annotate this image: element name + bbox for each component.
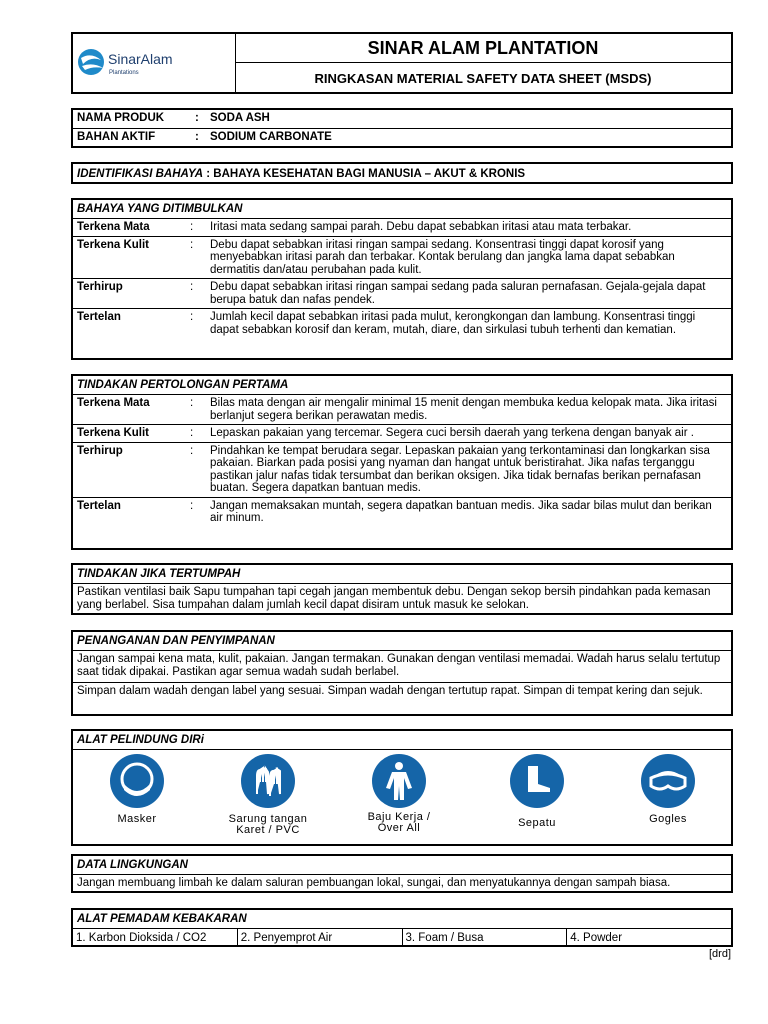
product-name-label: NAMA PRODUK <box>77 112 165 124</box>
hazard-id-box <box>71 162 733 184</box>
hazard-row-inhaled <box>73 279 731 309</box>
handling-title: PENANGANAN DAN PENYIMPANAN <box>73 632 731 651</box>
hazard-id-value: : BAHAYA KESEHATAN BAGI MANUSIA – AKUT & KRONIS <box>203 168 526 180</box>
row-text: Jangan memaksakan muntah, segera dapatkan bantuan medis. Jika sadar bilas mulut dan berikan air minum. <box>210 499 712 524</box>
spill-title: TINDAKAN JIKA TERTUMPAH <box>73 565 731 584</box>
colon: : <box>190 499 194 512</box>
product-name-value: SODA ASH <box>210 112 270 124</box>
row-text: Debu dapat sebabkan iritasi ringan sampai sedang. Konsentrasi tinggi dapat korosif yang menyebabkan iritasi parah dan terbakar. Kontak berulang dan jangka lama dapat sebabkan dermatitis dan/atau perubahan pada kulit. <box>210 238 675 276</box>
hazards-title: BAHAYA YANG DITIMBULKAN <box>73 200 731 219</box>
colon: : <box>190 221 194 233</box>
first-aid-box <box>71 374 733 550</box>
row-text: Jumlah kecil dapat sebabkan iritasi pada mulut, kerongkongan dan lambung. Konsentrasi tinggi dapat sebabkan korosif dan keram, mutah, diare, dan sirkulasi tubuh terhenti dan kematian. <box>210 311 696 336</box>
product-name-row <box>73 110 731 129</box>
colon: : <box>190 238 194 251</box>
environment-box <box>71 854 733 893</box>
mask-icon <box>110 754 164 808</box>
colon: : <box>195 131 199 143</box>
colon: : <box>190 427 194 439</box>
environment-text: Jangan membuang limbah ke dalam saluran pembuangan lokal, sungai, dan menyatukannya dengan sampah biasa. <box>77 877 671 889</box>
colon: : <box>190 311 194 323</box>
row-text: Pindahkan ke tempat berudara segar. Lepaskan pakaian yang terkontaminasi dan longkarkan sisa pakaian. Biarkan pada posisi yang nyaman dan hangat untuk beristirahat. Jika nafas terganggu pastikan jalur nafas tidak tersumbat dan berikan oksigen. Jika tidak bernafas berikan pernafasan buatan. Segera dapatkan bantuan medis. <box>210 444 710 494</box>
colon: : <box>190 281 194 293</box>
first-aid-row-skin <box>73 425 731 443</box>
extinguisher-item: 2. Penyemprot Air <box>238 929 403 947</box>
ppe-box <box>71 729 733 846</box>
gloves-icon <box>241 754 295 808</box>
row-label: Terkena Kulit <box>77 427 149 439</box>
ppe-label: Sarung tangan Karet / PVC <box>228 813 308 836</box>
document-subtitle: RINGKASAN MATERIAL SAFETY DATA SHEET (MSDS) <box>314 71 652 86</box>
ppe-item <box>349 754 449 834</box>
first-aid-row-eye <box>73 395 731 425</box>
colon: : <box>190 397 194 409</box>
ppe-item <box>487 754 587 829</box>
hazard-id-label: IDENTIFIKASI BAHAYA <box>77 168 204 180</box>
extinguisher-list <box>73 929 731 947</box>
hazard-row-swallowed <box>73 309 731 338</box>
coverall-icon <box>372 754 426 808</box>
row-label: Terkena Mata <box>77 397 150 409</box>
boots-icon <box>510 754 564 808</box>
ppe-item <box>87 754 187 825</box>
handling-box <box>71 630 733 716</box>
row-text: Debu dapat sebabkan iritasi ringan sampai sedang pada saluran pernafasan. Gejala-gejala dapat berupa batuk dan nafas pendek. <box>210 281 706 306</box>
row-text: Lepaskan pakaian yang tercemar. Segera cuci bersih daerah yang terkena dengan banyak air . <box>210 427 694 439</box>
goggles-icon <box>641 754 695 808</box>
product-box <box>71 108 733 148</box>
hazard-id-line <box>73 164 731 184</box>
first-aid-row-swallowed <box>73 498 731 527</box>
active-ingredient-row <box>73 129 731 147</box>
company-logo <box>73 34 236 94</box>
hazard-row-skin <box>73 237 731 280</box>
row-label: Terkena Mata <box>77 221 150 233</box>
active-ingredient-label: BAHAN AKTIF <box>77 131 156 143</box>
row-label: Terkena Kulit <box>77 238 149 251</box>
ppe-icons-row <box>73 750 731 846</box>
hazards-box <box>71 198 733 360</box>
row-label: Terhirup <box>77 444 123 457</box>
ppe-label: Gogles <box>649 813 687 825</box>
extinguisher-box <box>71 908 733 947</box>
ppe-title: ALAT PELINDUNG DIRi <box>73 731 731 750</box>
spill-box <box>71 563 733 615</box>
handling-text: Jangan sampai kena mata, kulit, pakaian. Jangan termakan. Gunakan dengan ventilasi memadai. Wadah harus selalu tertutup saat tidak dipakai. Pastikan agar semua wadah sudah berlabel. <box>73 651 731 683</box>
ppe-label: Baju Kerja / Over All <box>367 811 431 834</box>
logo-text: SinarAlam <box>108 51 173 67</box>
row-text: Bilas mata dengan air mengalir minimal 15 menit dengan membuka kedua kelopak mata. Jika iritasi berlanjut segera berikan perawatan medis. <box>210 397 717 422</box>
ppe-item <box>218 754 318 836</box>
row-label: Tertelan <box>77 499 121 512</box>
extinguisher-title: ALAT PEMADAM KEBAKARAN <box>73 910 731 929</box>
row-label: Terhirup <box>77 281 123 293</box>
colon: : <box>195 112 199 124</box>
storage-text: Simpan dalam wadah dengan label yang sesuai. Simpan wadah dengan tertutup rapat. Simpan di tempat kering dan sejuk. <box>77 685 703 697</box>
header-box <box>71 32 733 94</box>
colon: : <box>190 444 194 457</box>
extinguisher-item: 3. Foam / Busa <box>403 929 568 947</box>
ppe-label: Masker <box>117 813 157 825</box>
first-aid-row-inhaled <box>73 443 731 498</box>
row-label: Tertelan <box>77 311 121 323</box>
extinguisher-item: 1. Karbon Dioksida / CO2 <box>73 929 238 947</box>
first-aid-title: TINDAKAN PERTOLONGAN PERTAMA <box>73 376 731 395</box>
ppe-item <box>618 754 718 825</box>
active-ingredient-value: SODIUM CARBONATE <box>210 131 332 143</box>
ppe-label: Sepatu <box>518 817 556 829</box>
row-text: Iritasi mata sedang sampai parah. Debu dapat sebabkan iritasi atau mata terbakar. <box>210 221 632 233</box>
hazard-row-eye <box>73 219 731 237</box>
logo-icon <box>73 34 235 94</box>
logo-subtext: Plantations <box>109 70 139 76</box>
extinguisher-item: 4. Powder <box>570 932 623 944</box>
spill-text: Pastikan ventilasi baik Sapu tumpahan tapi cegah jangan membentuk debu. Dengan sekop bersih pindahkan pada kemasan yang berlabel. Sisa tumpahan dalam jumlah kecil dapat disiram untuk masuk ke selokan. <box>77 586 711 611</box>
environment-title: DATA LINGKUNGAN <box>73 856 731 875</box>
company-title: SINAR ALAM PLANTATION <box>235 34 731 63</box>
footer-code: [drd] <box>708 948 731 960</box>
